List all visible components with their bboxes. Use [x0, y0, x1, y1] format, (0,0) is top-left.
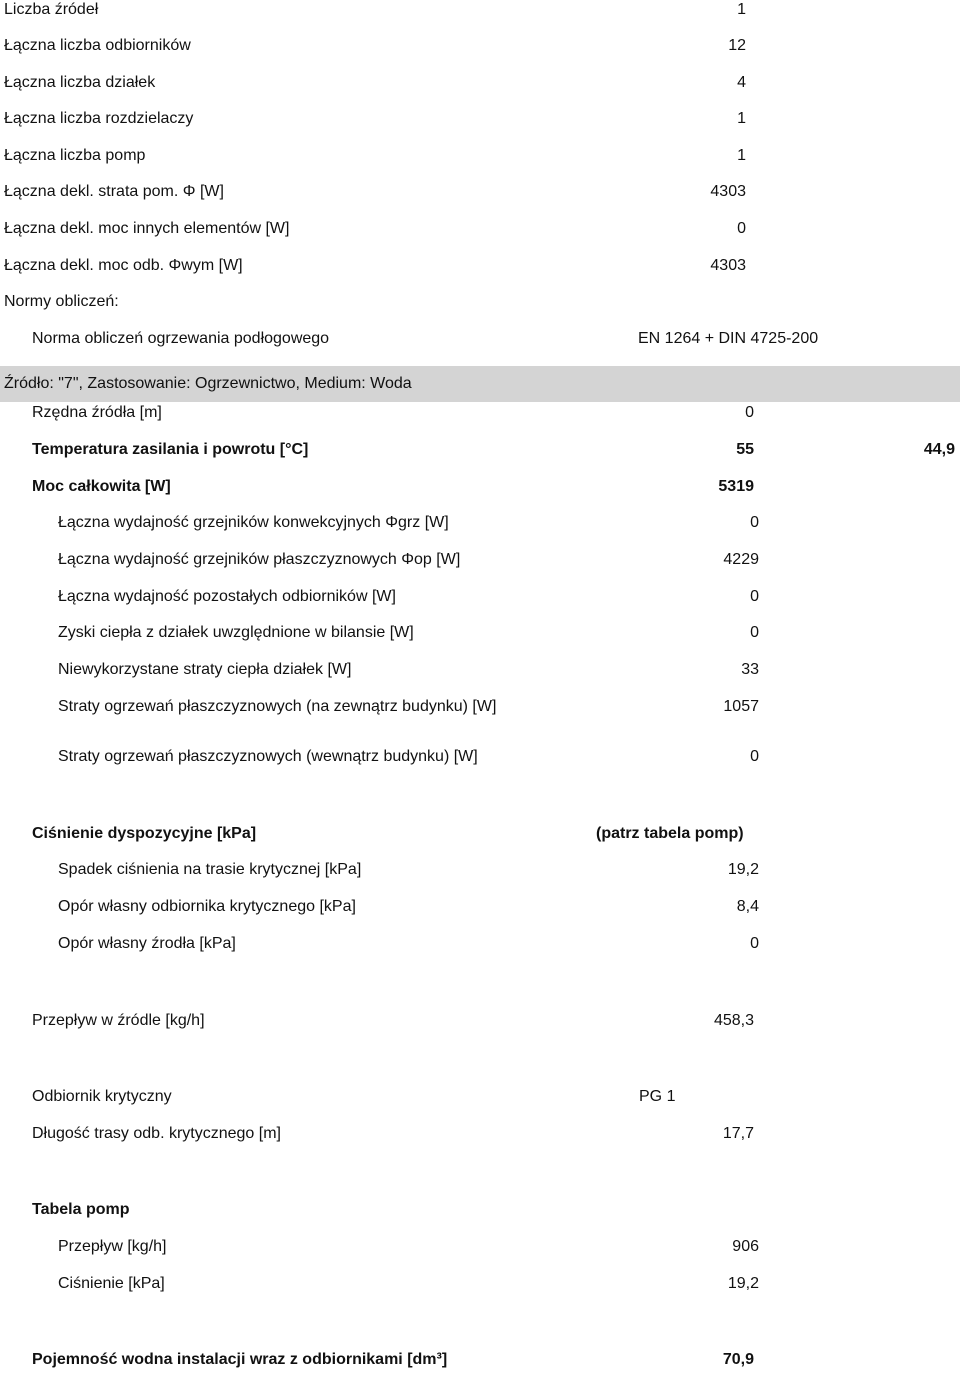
receiver-power-value: 4303: [710, 257, 746, 274]
plots-count-value: 4: [737, 74, 746, 91]
water-capacity-value: 70,9: [722, 1351, 754, 1368]
floor-heating-norm-value: EN 1264 + DIN 4725-200: [638, 330, 819, 347]
critical-route-length-label: Długość trasy odb. krytycznego [m]: [32, 1125, 281, 1142]
source-header: Źródło: "7", Zastosowanie: Ogrzewnictwo, Medium: Woda: [4, 375, 412, 392]
pump-flow-label: Przepływ [kg/h]: [58, 1238, 167, 1255]
receivers-count-label: Łączna liczba odbiorników: [4, 37, 191, 54]
unused-plot-losses-value: 33: [741, 661, 759, 678]
sources-count-label: Liczba źródeł: [4, 1, 99, 18]
supply-return-temperature-label: Temperatura zasilania i powrotu [°C]: [32, 441, 309, 458]
floor-heating-norm-label: Norma obliczeń ogrzewania podłogowego: [32, 330, 330, 347]
convector-output-value: 0: [750, 514, 759, 531]
pump-pressure-label: Ciśnienie [kPa]: [58, 1275, 165, 1292]
source-flow-label: Przepływ w źródle [kg/h]: [32, 1012, 205, 1029]
plot-heat-gains-label: Zyski ciepła z działek uwzględnione w bilansie [W]: [58, 624, 414, 641]
pump-flow-value: 906: [732, 1238, 759, 1255]
critical-route-drop-value: 19,2: [727, 861, 759, 878]
receiver-power-label: Łączna dekl. moc odb. Φwym [W]: [4, 257, 243, 274]
plot-heat-gains-value: 0: [750, 624, 759, 641]
norms-heading: Normy obliczeń:: [4, 293, 119, 310]
total-power-label: Moc całkowita [W]: [32, 478, 171, 495]
total-power-value: 5319: [718, 478, 754, 495]
other-receivers-output-value: 0: [750, 588, 759, 605]
panel-losses-inside-label: Straty ogrzewań płaszczyznowych (wewnątrz budynku) [W]: [58, 748, 478, 765]
other-elements-power-value: 0: [737, 220, 746, 237]
panel-heater-output-label: Łączna wydajność grzejników płaszczyznowych Φop [W]: [58, 551, 461, 568]
pumps-count-value: 1: [737, 147, 746, 164]
supply-temperature-value: 55: [736, 441, 754, 458]
source-resistance-value: 0: [750, 935, 759, 952]
source-header-band: [0, 366, 960, 402]
source-elevation-label: Rzędna źródła [m]: [32, 404, 162, 421]
source-flow-value: 458,3: [713, 1012, 754, 1029]
room-loss-value: 4303: [710, 183, 746, 200]
panel-losses-outside-label: Straty ogrzewań płaszczyznowych (na zewnątrz budynku) [W]: [58, 698, 497, 715]
plots-count-label: Łączna liczba działek: [4, 74, 156, 91]
critical-route-drop-label: Spadek ciśnienia na trasie krytycznej [kPa]: [58, 861, 362, 878]
pump-table-heading: Tabela pomp: [32, 1201, 130, 1218]
distributors-count-label: Łączna liczba rozdzielaczy: [4, 110, 194, 127]
critical-receiver-value: PG 1: [639, 1088, 676, 1105]
water-capacity-label: Pojemność wodna instalacji wraz z odbiornikami [dm³]: [32, 1351, 448, 1368]
panel-losses-outside-value: 1057: [723, 698, 759, 715]
critical-receiver-resistance-value: 8,4: [736, 898, 759, 915]
source-elevation-value: 0: [745, 404, 754, 421]
available-pressure-value: (patrz tabela pomp): [596, 825, 744, 842]
panel-losses-inside-value: 0: [750, 748, 759, 765]
room-loss-label: Łączna dekl. strata pom. Φ [W]: [4, 183, 224, 200]
other-elements-power-label: Łączna dekl. moc innych elementów [W]: [4, 220, 290, 237]
available-pressure-label: Ciśnienie dyspozycyjne [kPa]: [32, 825, 257, 842]
pump-pressure-value: 19,2: [727, 1275, 759, 1292]
source-resistance-label: Opór własny źrodła [kPa]: [58, 935, 236, 952]
critical-receiver-resistance-label: Opór własny odbiornika krytycznego [kPa]: [58, 898, 356, 915]
critical-route-length-value: 17,7: [722, 1125, 754, 1142]
receivers-count-value: 12: [728, 37, 746, 54]
pumps-count-label: Łączna liczba pomp: [4, 147, 146, 164]
critical-receiver-label: Odbiornik krytyczny: [32, 1088, 172, 1105]
other-receivers-output-label: Łączna wydajność pozostałych odbiorników [W]: [58, 588, 396, 605]
panel-heater-output-value: 4229: [723, 551, 759, 568]
sources-count-value: 1: [737, 1, 746, 18]
convector-output-label: Łączna wydajność grzejników konwekcyjnych Φgrz [W]: [58, 514, 449, 531]
unused-plot-losses-label: Niewykorzystane straty ciepła działek [W]: [58, 661, 352, 678]
distributors-count-value: 1: [737, 110, 746, 127]
return-temperature-value: 44,9: [923, 441, 955, 458]
